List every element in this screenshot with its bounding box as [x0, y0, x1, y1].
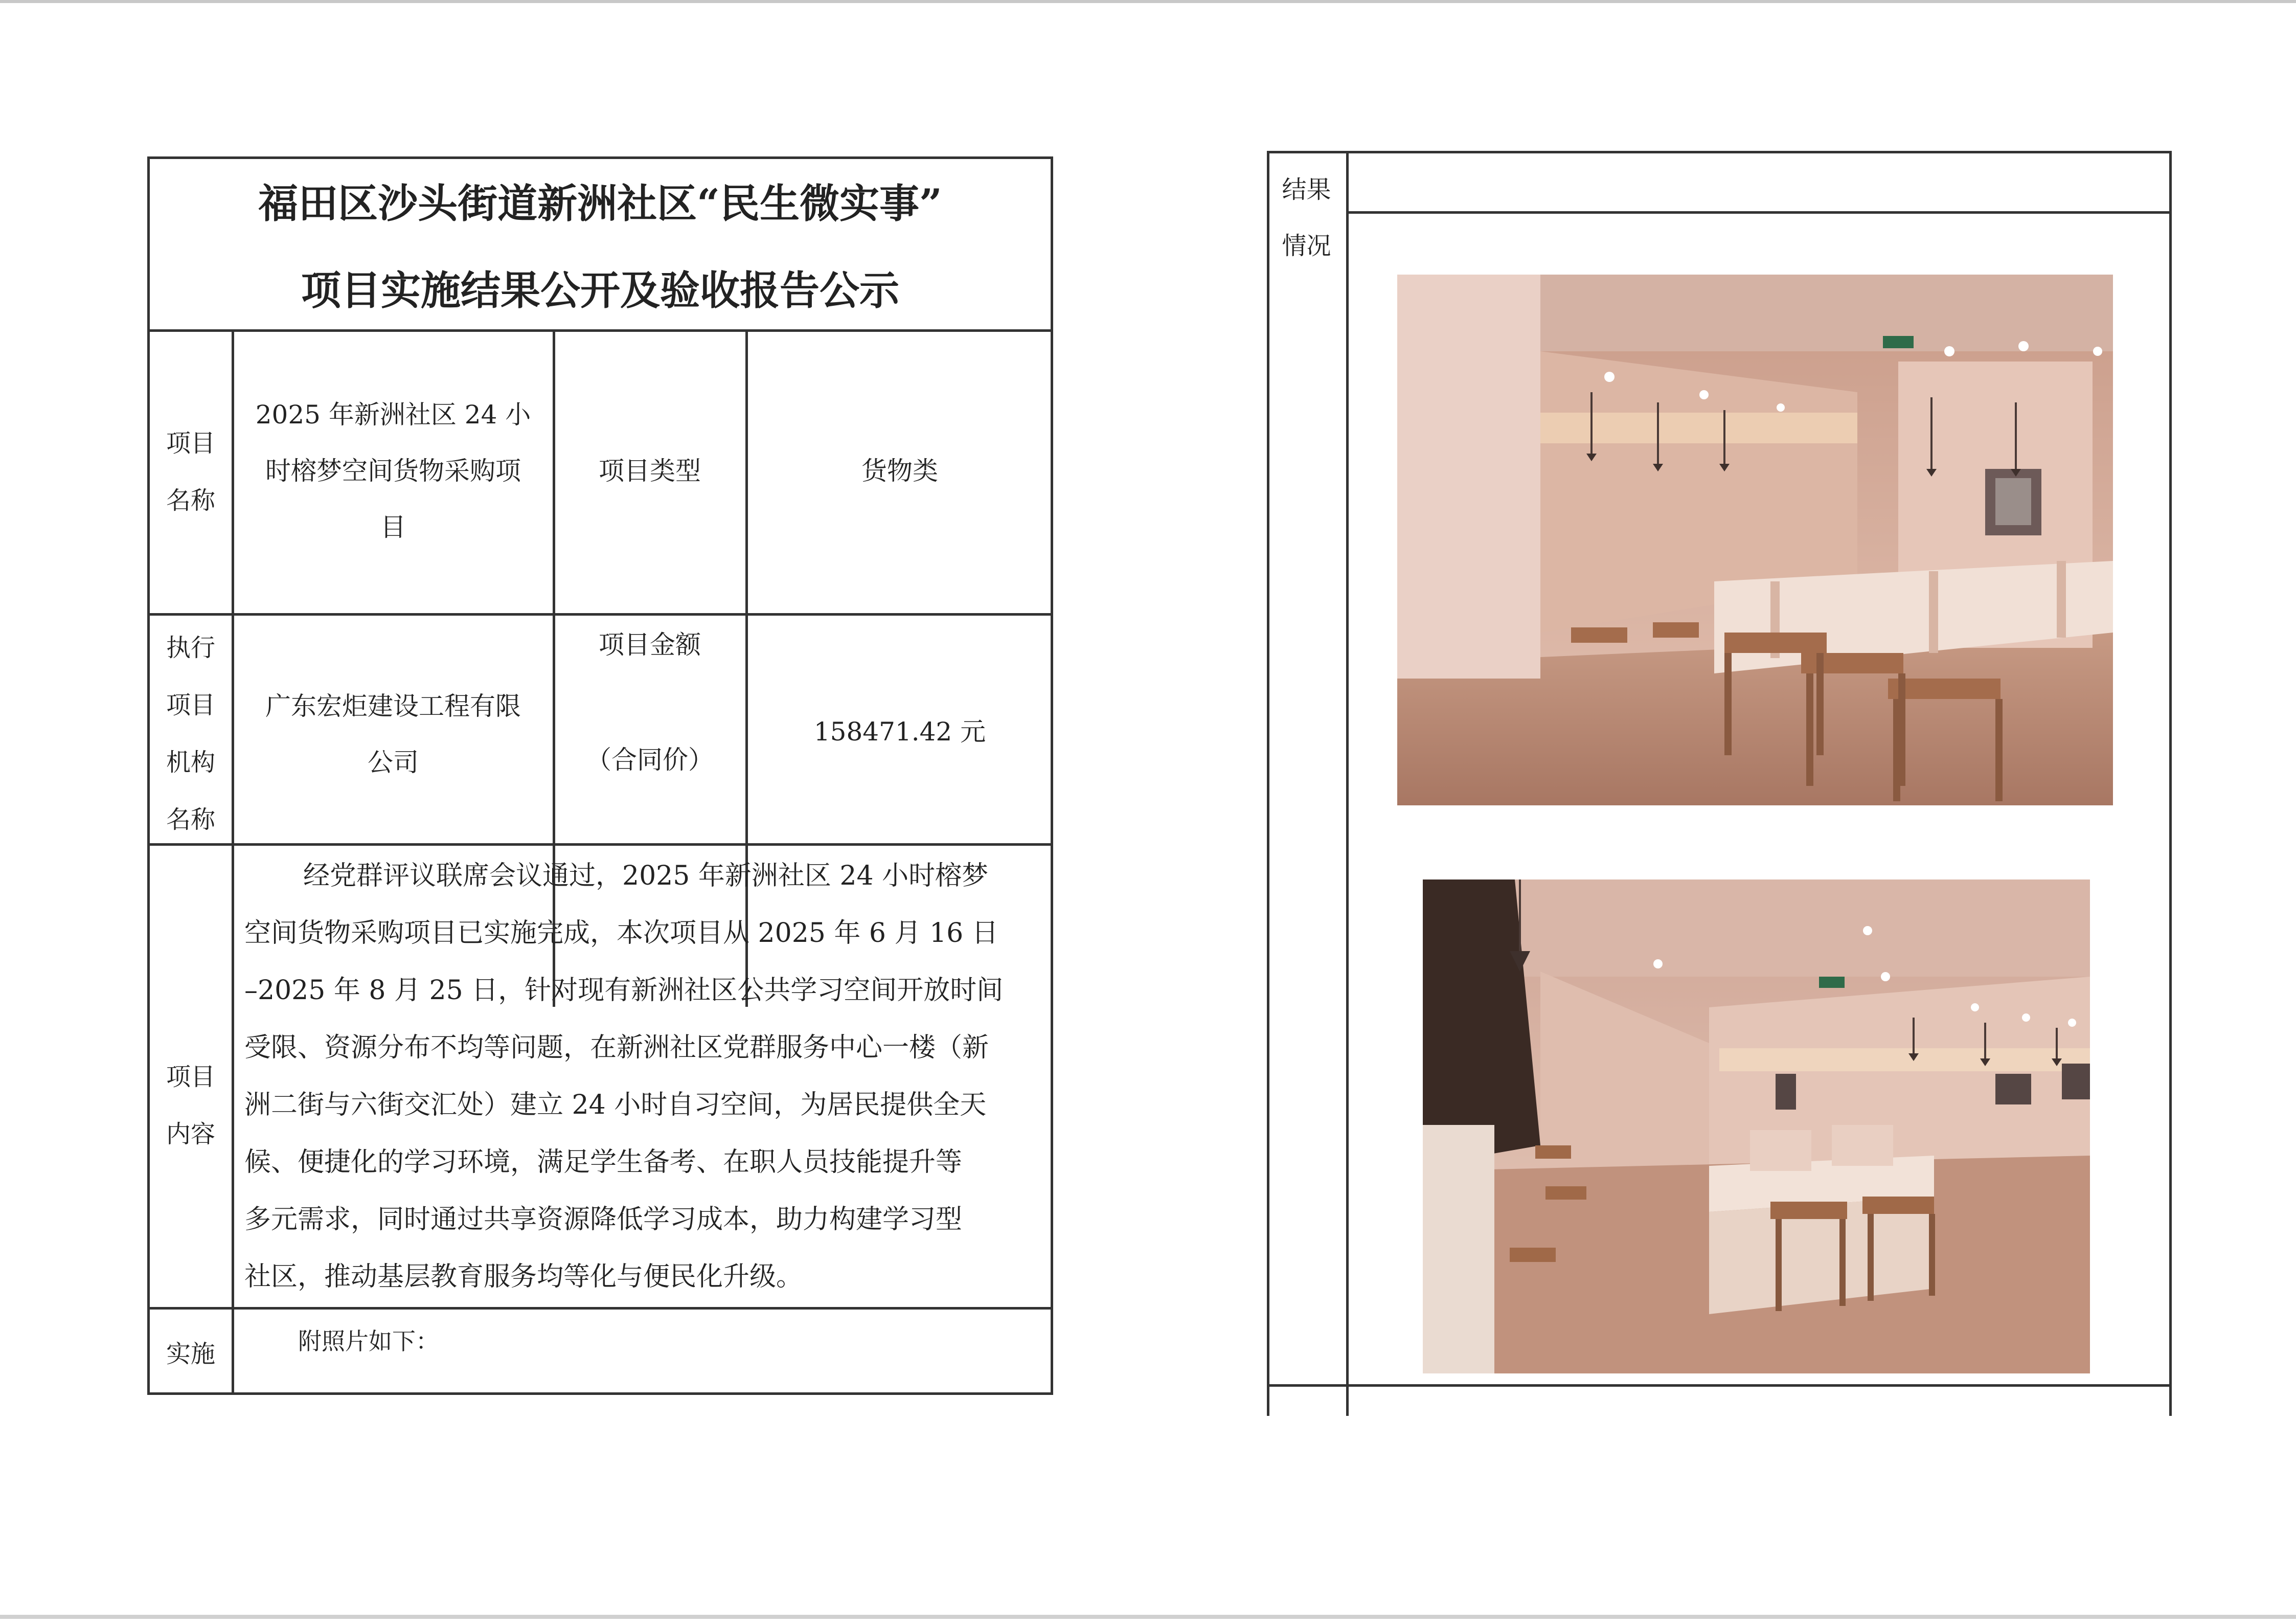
- study-room-photo-2: [1423, 879, 2090, 1373]
- divider: [1267, 1384, 2172, 1387]
- executor-label-1: 执行: [166, 634, 215, 662]
- content-line: 社区，推动基层教育服务均等化与便民化升级。: [244, 1261, 803, 1292]
- project-name-label-1: 项目: [166, 429, 215, 458]
- project-name-value-3: 目: [380, 512, 406, 542]
- result-label-1: 结果: [1282, 175, 1331, 204]
- project-name-value-2: 时榕梦空间货物采购项: [265, 456, 521, 486]
- divider: [1346, 151, 1349, 1416]
- implementation-label: 实施: [166, 1340, 215, 1368]
- implementation-value: 附照片如下：: [298, 1327, 439, 1355]
- content-line: 经党群评议联席会议通过，2025 年新洲社区 24 小时榕梦: [303, 861, 989, 891]
- page-title-line1: 福田区沙头街道新洲社区“民生微实事”: [258, 181, 942, 227]
- divider: [147, 843, 1053, 846]
- executor-label-3: 机构: [166, 748, 215, 777]
- content-line: –2025 年 8 月 25 日，针对现有新洲社区公共学习空间开放时间: [244, 975, 1004, 1006]
- divider: [232, 329, 234, 1395]
- divider: [1346, 211, 2172, 214]
- executor-value-1: 广东宏炬建设工程有限: [265, 691, 521, 721]
- content-line: 洲二街与六街交汇处）建立 24 小时自习空间，为居民提供全天: [244, 1090, 987, 1120]
- content-label-2: 内容: [166, 1120, 215, 1148]
- project-name-label-2: 名称: [166, 486, 215, 515]
- result-label-2: 情况: [1282, 232, 1331, 260]
- amount-value: 158471.42 元: [813, 717, 986, 747]
- divider: [147, 329, 1053, 332]
- result-panel: [1267, 151, 2172, 1416]
- content-line: 受限、资源分布不均等问题，在新洲社区党群服务中心一楼（新: [244, 1032, 989, 1063]
- divider: [147, 1307, 1053, 1310]
- project-type-label: 项目类型: [599, 456, 701, 486]
- content-line: 空间货物采购项目已实施完成，本次项目从 2025 年 6 月 16 日: [244, 918, 998, 949]
- executor-label-2: 项目: [166, 691, 215, 719]
- executor-value-2: 公司: [368, 748, 419, 777]
- page-bottom-edge: [0, 1615, 2296, 1619]
- page-title-line2: 项目实施结果公开及验收报告公示: [301, 267, 899, 314]
- project-type-value: 货物类: [861, 456, 938, 486]
- content-label-1: 项目: [166, 1063, 215, 1091]
- project-name-value-1: 2025 年新洲社区 24 小: [255, 400, 531, 430]
- amount-label: 项目金额: [599, 630, 701, 660]
- study-room-photo-1: [1397, 275, 2113, 805]
- content-line: 多元需求，同时通过共享资源降低学习成本，助力构建学习型: [244, 1204, 963, 1235]
- announcement-table: [147, 156, 1053, 1395]
- content-line: 候、便捷化的学习环境，满足学生备考、在职人员技能提升等: [244, 1147, 963, 1178]
- amount-sub-label: （合同价）: [586, 745, 714, 775]
- divider: [147, 613, 1053, 616]
- page-top-edge: [0, 0, 2296, 3]
- executor-label-4: 名称: [166, 805, 215, 834]
